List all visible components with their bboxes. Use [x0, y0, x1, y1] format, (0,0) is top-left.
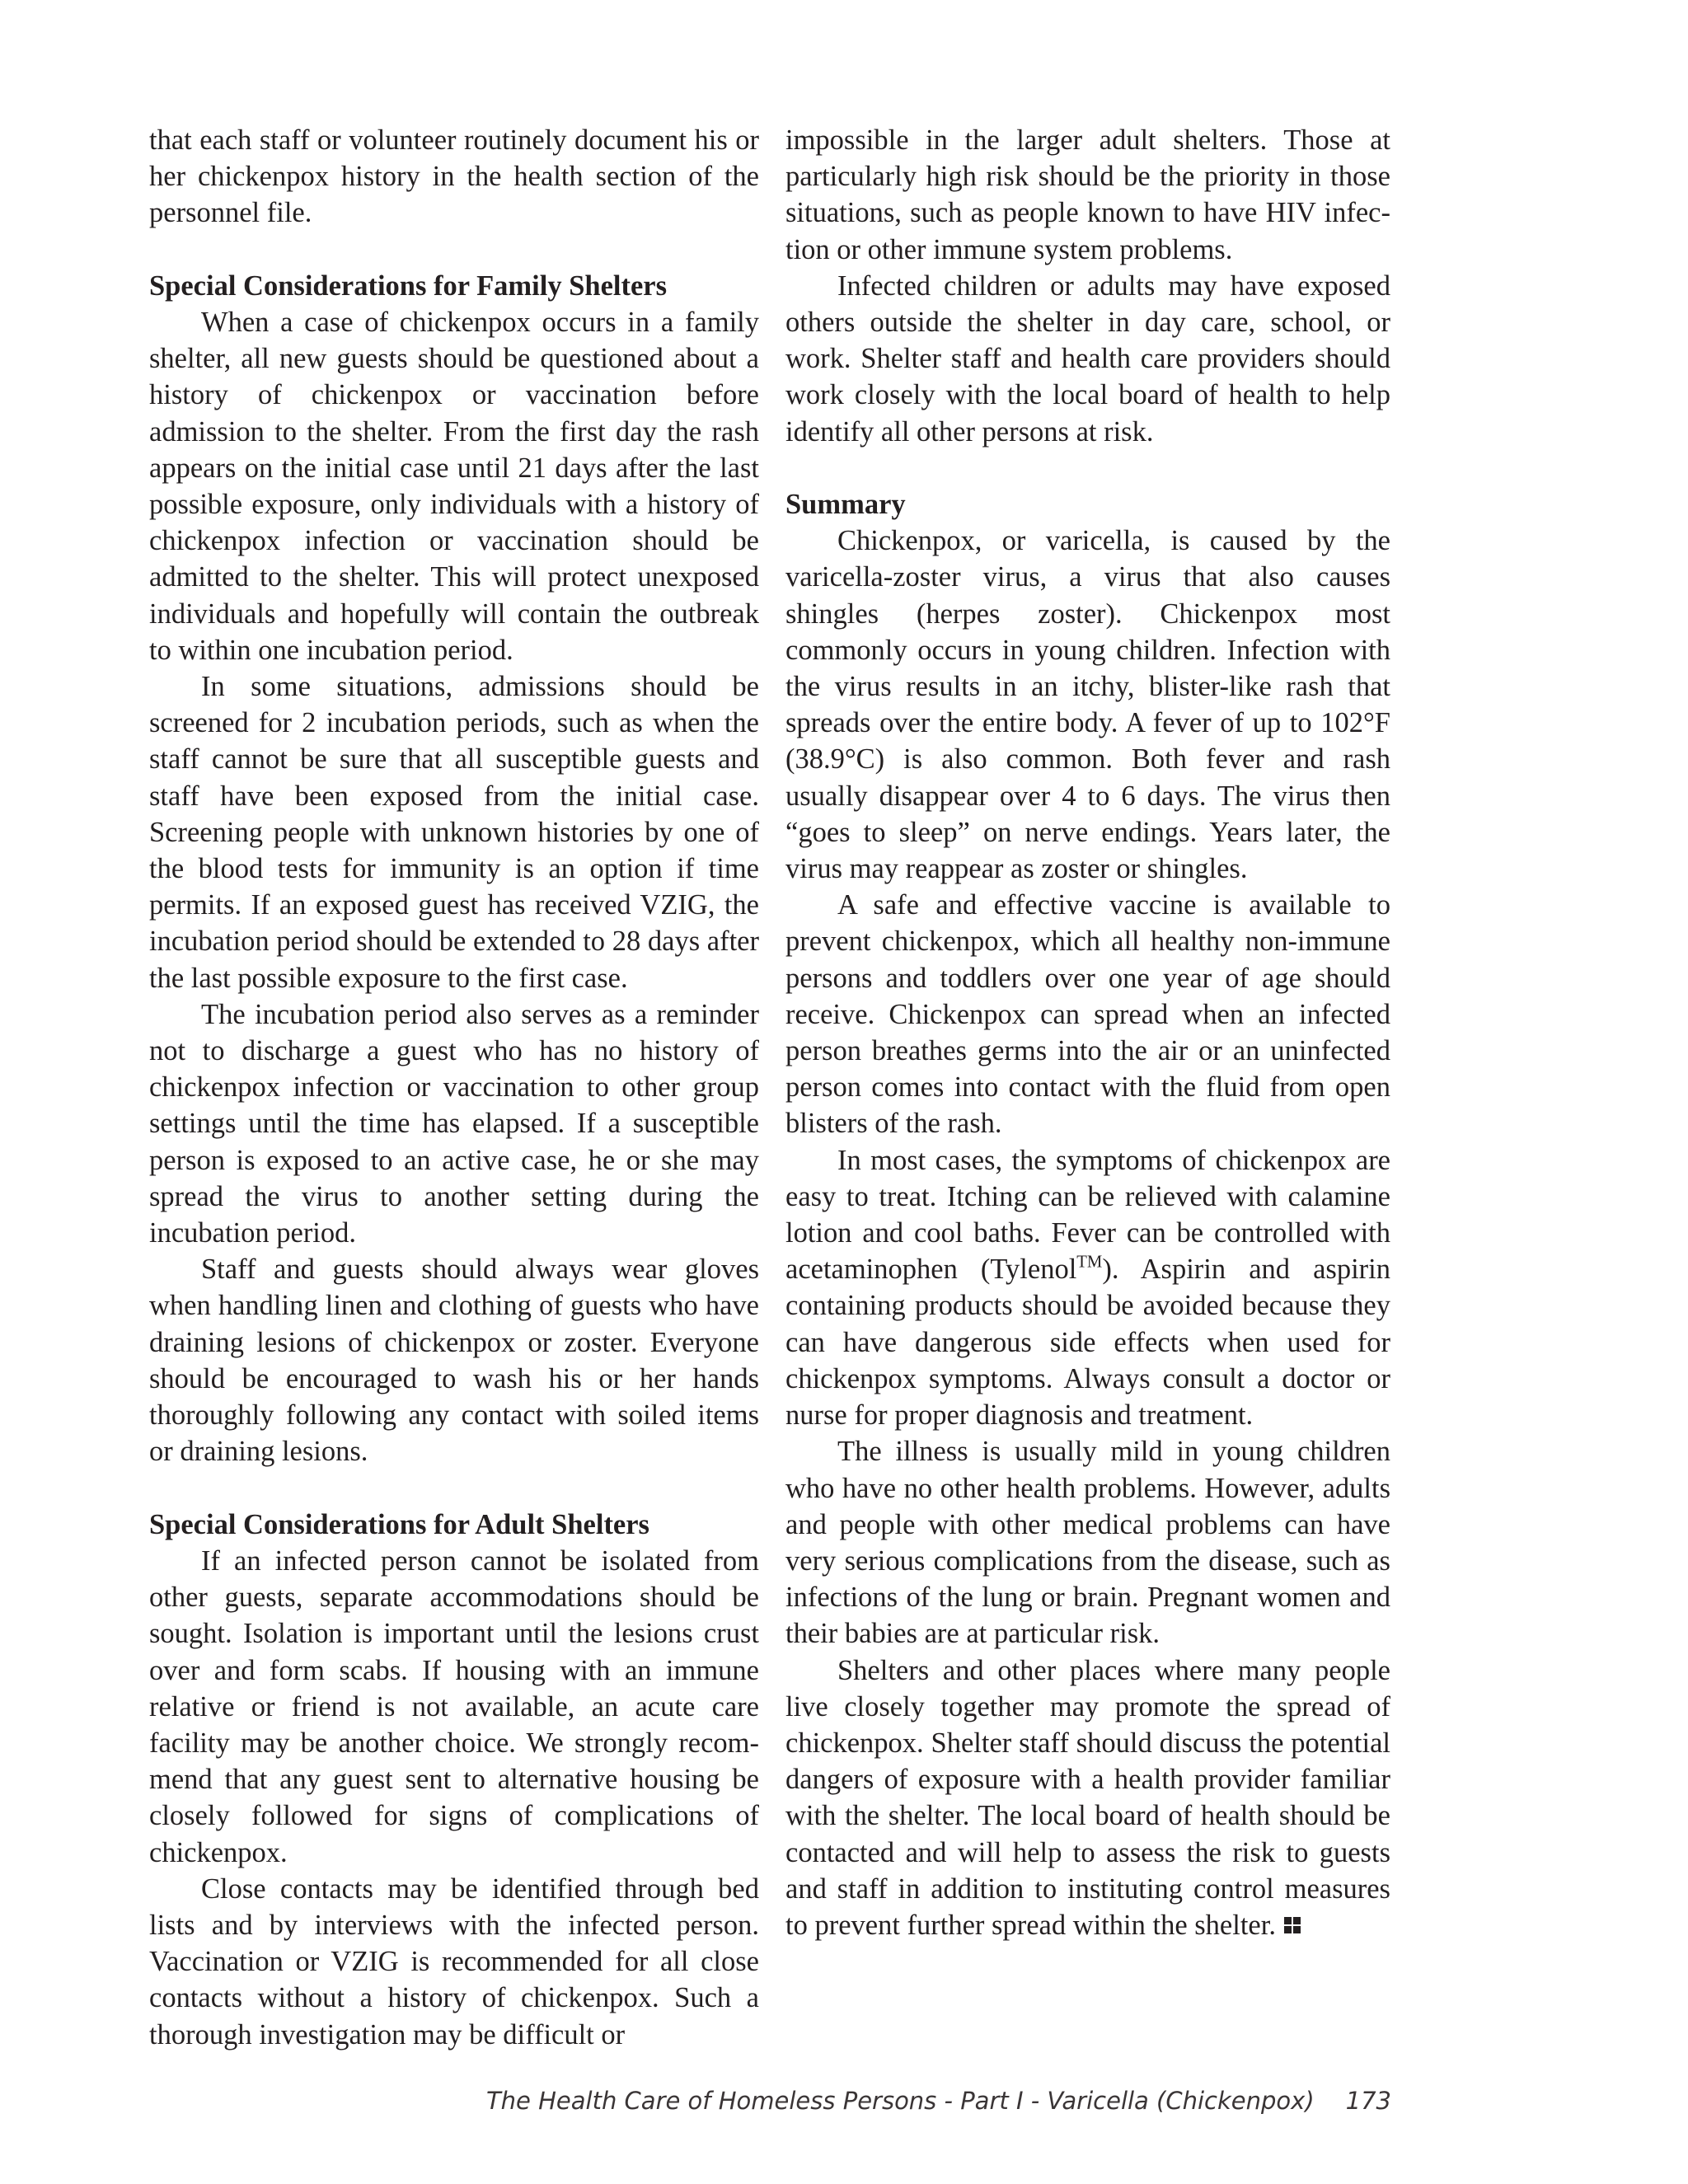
summary-paragraph-5 — [785, 1652, 1390, 1944]
summary-heading: Summary — [785, 489, 906, 521]
exposed-paragraph: Infected children or adults may have exposed others outside the shelter in day care, school, or work. Shelter staff and health care providers should work closely with the local board of health to help identify all other persons at risk. — [785, 269, 1390, 448]
summary-paragraph-3-text-a: In most cases, the symptoms of chickenpox are easy to treat. Itching can be relieved with calamine lotion and cool baths. Fever can be controlled with acetaminophen (Tylenol — [785, 1144, 1390, 1286]
family-shelters-heading: Special Considerations for Family Shelters — [149, 269, 668, 302]
page-number: 173 — [1345, 2087, 1391, 2115]
adult-shelters-heading: Special Considerations for Adult Shelters — [149, 1508, 649, 1540]
adult-paragraph-2: Close contacts may be identified through bed lists and by interviews with the infected person. Vaccination or VZIG is recommended for all close contacts without a history of chickenpox. Such a thorough investigation may be difficult or — [149, 1872, 759, 2050]
end-of-article-icon — [1284, 1917, 1302, 1935]
family-paragraph-4: Staff and guests should always wear gloves when handling linen and clothing of guests who have draining lesions of chickenpox or zoster. Everyone should be encouraged to wash his or her hands thoroughly following any contact with soiled items or draining lesions. — [149, 1254, 759, 1468]
family-paragraph-1: When a case of chickenpox occurs in a family shelter, all new guests should be questioned about a history of chickenpox or vaccination before admission to the shelter. From the first day the rash appears on the initial case until 21 days after the last possible exposure, only individuals with a history of chickenpox infection or vaccination should be admitted to the shelter. This will protect unexposed individuals and hopefully will contain the outbreak to within one incubation period. — [149, 307, 759, 666]
trademark-superscript: TM — [1076, 1253, 1103, 1272]
left-column — [149, 122, 759, 2053]
summary-paragraph-5-text: Shelters and other places where many people live closely together may promote the spread of chickenpox. Shelter staff should discuss the potential dangers of exposure with a health provider familiar with the shelter. The local board of health should be contacted and will help to assess the risk to guests and staff in addition to instituting control measures to prevent further spread within the shelter. — [785, 1654, 1390, 1941]
summary-paragraph-4: The illness is usually mild in young children who have no other health problems. However, adults and people with other medical problems can have very serious complications from the disease, such as infections of the lung or brain. Pregnant women and their babies are at particular risk. — [785, 1436, 1390, 1650]
summary-paragraph-2: A safe and effective vaccine is available to prevent chickenpox, which all healthy non-immune persons and toddlers over one year of age should receive. Chickenpox can spread when an infected person breathes germs into the air or an uninfected person comes into contact with the fluid from open blisters of the rash. — [785, 889, 1390, 1140]
continued-paragraph: impossible in the larger adult shelters. Those at particularly high risk should be the priority in those situations, such as people known to have HIV infection or other immune system problems. — [785, 124, 1390, 265]
running-title: The Health Care of Homeless Persons - Part I - Varicella (Chickenpox) — [485, 2087, 1315, 2115]
page-footer — [486, 2087, 1391, 2115]
right-column — [785, 122, 1390, 1943]
intro-paragraph: that each staff or volunteer routinely document his or her chickenpox history in the health section of the personnel file. — [149, 124, 759, 229]
family-paragraph-2: In some situations, admissions should be screened for 2 incubation periods, such as when the staff cannot be sure that all susceptible guests and staff have been exposed from the initial case. Screening people with unknown histories by one of the blood tests for immunity is an option if time permits. If an exposed guest has received VZIG, the incubation period should be extended to 28 days after the last possible exposure to the first case. — [149, 671, 759, 994]
adult-paragraph-1: If an infected person cannot be isolated from other guests, separate accommodations should be sought. Isolation is important until the lesions crust over and form scabs. If housing with an immune relative or friend is not available, an acute care facility may be another choice. We strongly recommend that any guest sent to alternative housing be closely followed for signs of complications of chickenpox. — [149, 1544, 759, 1868]
family-paragraph-3: The incubation period also serves as a reminder not to discharge a guest who has no history of chickenpox infection or vaccination to other group settings until the time has elapsed. If a susceptible person is exposed to an active case, he or she may spread the virus to another setting during the incubation period. — [149, 998, 759, 1249]
summary-paragraph-1: Chickenpox, or varicella, is caused by the varicella-zoster virus, a virus that also causes shingles (herpes zoster). Chickenpox most commonly occurs in young children. Infection with the virus results in an itchy, blister-like rash that spreads over the entire body. A fever of up to 102°F (38.9°C) is also common. Both fever and rash usually disappear over 4 to 6 days. The virus then “goes to sleep” on nerve endings. Years later, the virus may reappear as zoster or shingles. — [785, 525, 1390, 885]
summary-paragraph-3-text-b: ). Aspirin and aspirin containing products should be avoided because they can have dangerous side effects when used for chickenpox symptoms. Always consult a doctor or nurse for proper diagnosis and treatment. — [785, 1254, 1390, 1432]
summary-paragraph-3 — [785, 1142, 1390, 1434]
